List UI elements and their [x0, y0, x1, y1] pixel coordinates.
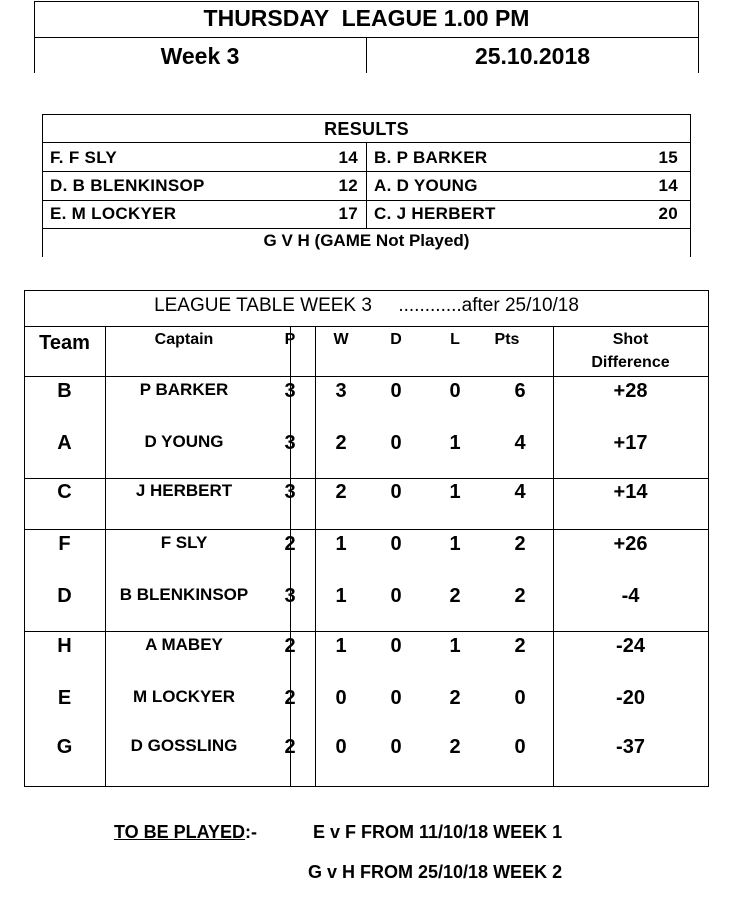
shot-difference-cell: -37	[616, 736, 645, 758]
col-header-d: D	[390, 331, 402, 348]
points-cell: 4	[514, 432, 526, 454]
played-cell: 2	[284, 533, 296, 555]
won-cell: 1	[335, 585, 347, 607]
lost-cell: 1	[449, 635, 461, 657]
played-cell: 2	[284, 736, 296, 758]
captain-cell: D YOUNG	[144, 432, 224, 451]
shot-difference-cell: +14	[613, 481, 648, 503]
played-cell: 2	[284, 635, 296, 657]
team-cell: A	[57, 432, 72, 454]
result-right-score: 15	[658, 148, 678, 167]
league-title: THURSDAY LEAGUE 1.00 PM	[203, 5, 530, 31]
won-cell: 1	[335, 635, 347, 657]
shot-difference-cell: +26	[613, 533, 648, 555]
lost-cell: 1	[449, 481, 461, 503]
drawn-cell: 0	[390, 481, 402, 503]
to-be-played-label: TO BE PLAYED:-	[114, 822, 258, 842]
won-cell: 3	[335, 380, 347, 402]
won-cell: 0	[335, 687, 347, 709]
drawn-cell: 0	[390, 533, 402, 555]
result-left-score: 14	[338, 148, 358, 167]
result-right-score: 14	[658, 176, 678, 195]
lost-cell: 0	[449, 380, 461, 402]
points-cell: 0	[514, 687, 526, 709]
team-cell: G	[56, 736, 73, 758]
shot-difference-cell: +17	[613, 432, 648, 454]
points-cell: 2	[514, 585, 526, 607]
to-be-played-fixture: G v H FROM 25/10/18 WEEK 2	[308, 862, 563, 882]
results-title: RESULTS	[324, 119, 409, 139]
captain-cell: B BLENKINSOP	[119, 585, 249, 604]
lost-cell: 2	[449, 687, 461, 709]
date-label: 25.10.2018	[474, 43, 591, 69]
result-left-team: D. B BLENKINSOP	[50, 176, 205, 195]
header-box	[34, 1, 699, 73]
result-left-team: E. M LOCKYER	[50, 204, 177, 223]
played-cell: 3	[284, 585, 296, 607]
result-right-team: A. D YOUNG	[374, 176, 478, 195]
col-header-shot: Shot	[612, 331, 649, 348]
col-header-team: Team	[39, 332, 90, 354]
drawn-cell: 0	[390, 736, 402, 758]
won-cell: 1	[335, 533, 347, 555]
result-right-team: C. J HERBERT	[374, 204, 496, 223]
col-header-pts: Pts	[494, 331, 520, 348]
col-header-w: W	[333, 331, 349, 348]
points-cell: 0	[514, 736, 526, 758]
week-label: Week 3	[160, 43, 240, 69]
result-left-team: F. F SLY	[50, 148, 117, 167]
played-cell: 2	[284, 687, 296, 709]
results-note: G V H (GAME Not Played)	[263, 231, 470, 250]
team-cell: H	[57, 635, 72, 657]
captain-cell: F SLY	[160, 533, 208, 552]
team-cell: C	[57, 481, 72, 503]
shot-difference-cell: -20	[616, 687, 645, 709]
lost-cell: 1	[449, 533, 461, 555]
col-header-l: L	[450, 331, 460, 348]
lost-cell: 2	[449, 585, 461, 607]
drawn-cell: 0	[390, 635, 402, 657]
shot-difference-cell: -24	[616, 635, 645, 657]
result-left-score: 12	[338, 176, 358, 195]
league-table-title: LEAGUE TABLE WEEK 3 ............after 25/10/18	[154, 295, 579, 316]
drawn-cell: 0	[390, 585, 402, 607]
won-cell: 0	[335, 736, 347, 758]
result-right-score: 20	[658, 204, 678, 223]
to-be-played-fixture: E v F FROM 11/10/18 WEEK 1	[313, 822, 563, 842]
points-cell: 2	[514, 533, 526, 555]
drawn-cell: 0	[390, 380, 402, 402]
captain-cell: P BARKER	[139, 380, 229, 399]
won-cell: 2	[335, 432, 347, 454]
col-header-captain: Captain	[154, 331, 214, 348]
captain-cell: J HERBERT	[135, 481, 233, 500]
drawn-cell: 0	[390, 687, 402, 709]
lost-cell: 1	[449, 432, 461, 454]
col-header-p: P	[284, 331, 296, 348]
team-cell: D	[57, 585, 72, 607]
results-box	[42, 114, 691, 257]
won-cell: 2	[335, 481, 347, 503]
lost-cell: 2	[449, 736, 461, 758]
captain-cell: M LOCKYER	[133, 687, 235, 706]
league-table	[24, 290, 709, 787]
shot-difference-cell: -4	[621, 585, 640, 607]
team-cell: B	[57, 380, 72, 402]
result-right-team: B. P BARKER	[374, 148, 488, 167]
points-cell: 6	[514, 380, 526, 402]
captain-cell: A MABEY	[145, 635, 223, 654]
col-header-difference: Difference	[591, 354, 670, 371]
points-cell: 4	[514, 481, 526, 503]
team-cell: E	[57, 687, 72, 709]
points-cell: 2	[514, 635, 526, 657]
played-cell: 3	[284, 432, 296, 454]
played-cell: 3	[284, 481, 296, 503]
drawn-cell: 0	[390, 432, 402, 454]
result-left-score: 17	[338, 204, 358, 223]
team-cell: F	[58, 533, 71, 555]
played-cell: 3	[284, 380, 296, 402]
captain-cell: D GOSSLING	[130, 736, 238, 755]
shot-difference-cell: +28	[613, 380, 648, 402]
